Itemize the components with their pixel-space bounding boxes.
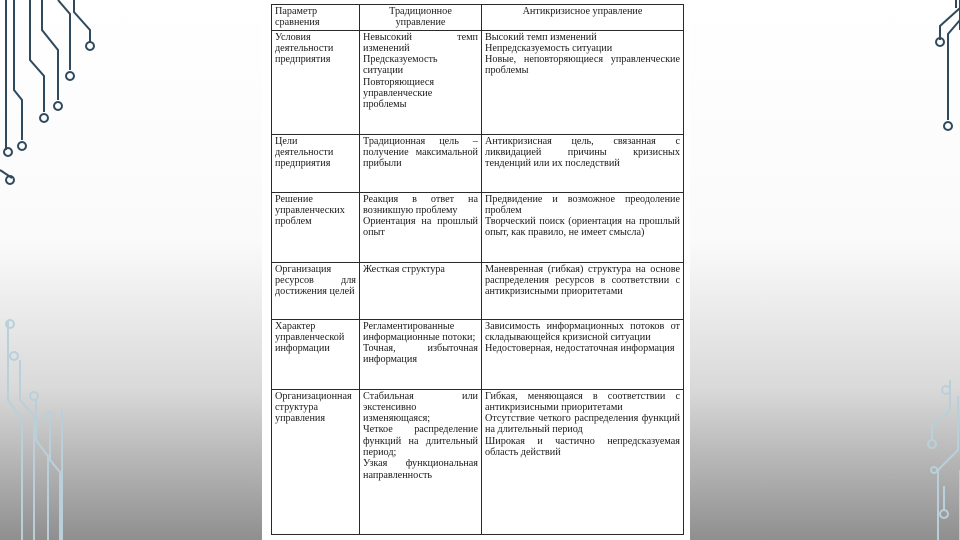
cell-line: Непредсказуемость ситуации [485,42,613,54]
table-header-row [272,5,684,31]
document-page [262,0,690,540]
cell-line: Традиционная цель – получение максимальной прибыли [363,135,478,170]
cell-line: Повторяющиеся управленческие проблемы [363,76,435,111]
cell-line: Узкая функциональная направленность [363,458,478,481]
cell-line: Недостоверная, недостаточная информация [485,343,675,355]
circuit-decoration-right [840,0,960,540]
row-param: Характер управленческой информации [272,319,360,389]
table-row [272,192,684,262]
row-traditional [360,192,482,262]
cell-line: Точная, избыточная информация [363,343,478,366]
row-anticrisis [482,134,684,192]
row-traditional [360,319,482,389]
row-param: Условия деятельности предприятия [272,30,360,134]
cell-line: Предвидение и возможное преодоление проблем [485,193,680,216]
row-anticrisis [482,389,684,534]
row-anticrisis [482,319,684,389]
row-param: Организация ресурсов для достижения целей [272,262,360,319]
cell-line: Творческий поиск (ориентация на прошлый опыт, как правило, не имеет смысла) [485,216,680,239]
cell-line: Жесткая структура [363,263,445,275]
header-param: Параметр сравнения [272,5,360,31]
cell-line: Ориентация на прошлый опыт [363,216,478,239]
row-anticrisis [482,192,684,262]
comparison-table [271,4,684,535]
row-traditional [360,30,482,134]
row-traditional [360,262,482,319]
table-row [272,319,684,389]
cell-line: Реакция в ответ на возникшую проблему [363,193,478,216]
cell-line: Регламентированные информационные потоки; [363,320,476,343]
cell-line: Новые, неповторяющиеся управленческие проблемы [485,54,680,77]
cell-line: Невысокий темп изменений [363,31,478,54]
cell-line: Отсутствие четкого распределения функций на длительный период [485,413,680,436]
cell-line: Четкое распределение функций на длительный период; [363,424,478,459]
table-row [272,389,684,534]
row-anticrisis [482,262,684,319]
cell-line: Маневренная (гибкая) структура на основе распределения ресурсов в соответствии с антикризисными приоритетами [485,263,680,298]
cell-line: Предсказуемость ситуации [363,54,438,77]
cell-line: Стабильная или экстенсивно изменяющаяся; [363,390,478,425]
cell-line: Антикризисная цель, связанная с ликвидацией причины кризисных тенденций или их последствий [485,135,680,170]
cell-line: Зависимость информационных потоков от складывающейся кризисной ситуации [485,320,680,343]
row-param: Цели деятельности предприятия [272,134,360,192]
table-row [272,30,684,134]
row-param: Решение управленческих проблем [272,192,360,262]
header-anticrisis: Антикризисное управление [482,5,684,31]
cell-line: Высокий темп изменений [485,31,597,43]
circuit-decoration-left [0,0,120,540]
row-traditional [360,389,482,534]
cell-line: Широкая и частично непредсказуемая область действий [485,435,680,459]
cell-line: Гибкая, меняющаяся в соответствии с антикризисными приоритетами [485,390,680,413]
row-anticrisis [482,30,684,134]
header-traditional: Традиционное управление [360,5,482,31]
row-param: Организационная структура управления [272,389,360,534]
table-row [272,134,684,192]
table-row [272,262,684,319]
row-traditional [360,134,482,192]
